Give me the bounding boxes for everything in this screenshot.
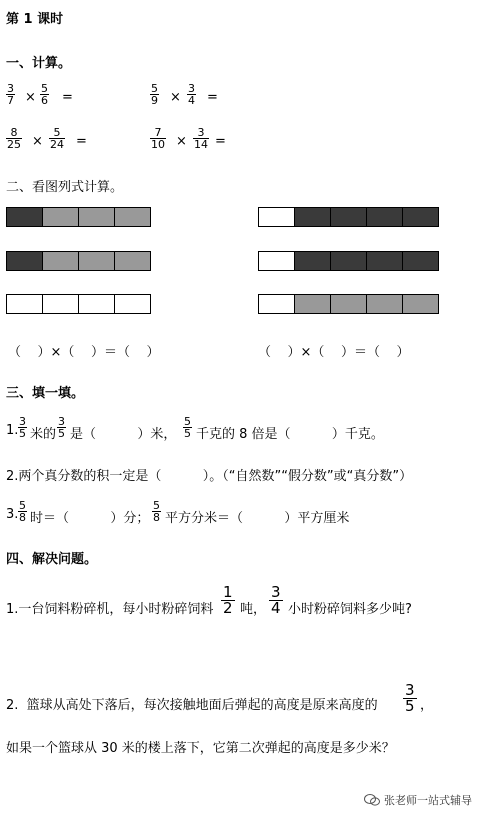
fraction: 5 8 bbox=[19, 499, 26, 524]
section1-title: 一、计算。 bbox=[6, 56, 72, 71]
gray-cell bbox=[78, 251, 115, 271]
blank-equation-right: （ ）×（ ）＝（ ） bbox=[258, 345, 410, 360]
dark-cell bbox=[366, 207, 403, 227]
fraction-a: 8 25 bbox=[7, 126, 21, 151]
multiply-sign: × bbox=[176, 134, 187, 149]
dark-cell bbox=[6, 207, 43, 227]
question-2: 2.两个真分数的积一定是（ ）。（“自然数”“假分数”或“真分数”） bbox=[6, 469, 413, 484]
page-title: 第 1 课时 bbox=[6, 12, 64, 27]
multiply-sign: × bbox=[32, 134, 43, 149]
gray-cell bbox=[330, 294, 367, 314]
multiply-sign: × bbox=[170, 90, 181, 105]
problem-text: 1.一台饲料粉碎机，每小时粉碎饲料 bbox=[6, 602, 214, 617]
fraction: 5 8 bbox=[153, 499, 160, 524]
watermark bbox=[364, 792, 472, 808]
fraction-a: 7 10 bbox=[151, 126, 165, 151]
equals-sign: = bbox=[62, 90, 73, 105]
question-number: 1. bbox=[6, 423, 19, 438]
fraction-b: 5 24 bbox=[50, 126, 64, 151]
fraction-b: 3 4 bbox=[188, 82, 195, 107]
gray-cell bbox=[114, 251, 151, 271]
fraction-strip bbox=[258, 207, 438, 227]
fraction-strip bbox=[258, 294, 438, 314]
section4-title: 四、解决问题。 bbox=[6, 552, 98, 567]
dark-cell bbox=[6, 251, 43, 271]
wechat-icon bbox=[364, 794, 380, 806]
problem-text-line2: 如果一个篮球从 30 米的楼上落下，它第二次弹起的高度是多少米？ bbox=[6, 741, 395, 756]
white-cell bbox=[258, 294, 295, 314]
white-cell bbox=[114, 294, 151, 314]
dark-cell bbox=[294, 251, 331, 271]
problem-text: 2. 篮球从高处下落后，每次接触地面后弹起的高度是原来高度的 bbox=[6, 698, 378, 713]
fraction-strip bbox=[6, 207, 150, 227]
blank-equation-left: （ ）×（ ）＝（ ） bbox=[8, 345, 160, 360]
fraction: 1 2 bbox=[223, 583, 233, 617]
fraction: 5 5 bbox=[184, 415, 191, 440]
fraction-b: 3 14 bbox=[194, 126, 208, 151]
section3-title: 三、填一填。 bbox=[6, 386, 85, 401]
watermark-text: 张老师一站式辅导 bbox=[384, 794, 472, 807]
fraction-a: 5 9 bbox=[151, 82, 158, 107]
white-cell bbox=[78, 294, 115, 314]
fraction-strip bbox=[6, 251, 150, 271]
problem-text: 小时粉碎饲料多少吨? bbox=[288, 602, 412, 617]
white-cell bbox=[258, 251, 295, 271]
white-cell bbox=[6, 294, 43, 314]
fraction-strip bbox=[6, 294, 150, 314]
question-text: 时＝（ ）分； bbox=[30, 511, 150, 526]
dark-cell bbox=[366, 251, 403, 271]
dark-cell bbox=[294, 207, 331, 227]
gray-cell bbox=[114, 207, 151, 227]
fraction: 3 5 bbox=[58, 415, 65, 440]
gray-cell bbox=[42, 207, 79, 227]
fraction: 3 5 bbox=[19, 415, 26, 440]
dark-cell bbox=[402, 251, 439, 271]
equals-sign: = bbox=[215, 134, 226, 149]
gray-cell bbox=[402, 294, 439, 314]
question-number: 3. bbox=[6, 507, 19, 522]
white-cell bbox=[258, 207, 295, 227]
equals-sign: = bbox=[207, 90, 218, 105]
dark-cell bbox=[330, 207, 367, 227]
problem-text: ， bbox=[420, 698, 434, 713]
question-text: 千克的 8 倍是（ ）千克。 bbox=[196, 427, 384, 442]
gray-cell bbox=[42, 251, 79, 271]
question-text: 米的 bbox=[30, 427, 57, 442]
fraction-a: 3 7 bbox=[7, 82, 14, 107]
question-text: 是（ ）米， bbox=[70, 427, 177, 442]
dark-cell bbox=[402, 207, 439, 227]
multiply-sign: × bbox=[25, 90, 36, 105]
fraction-strip bbox=[258, 251, 438, 271]
dark-cell bbox=[330, 251, 367, 271]
section2-title: 二、看图列式计算。 bbox=[6, 180, 124, 195]
problem-text: 吨， bbox=[240, 602, 267, 617]
fraction-b: 5 6 bbox=[41, 82, 48, 107]
fraction: 3 5 bbox=[405, 681, 415, 715]
white-cell bbox=[42, 294, 79, 314]
gray-cell bbox=[294, 294, 331, 314]
equals-sign: = bbox=[76, 134, 87, 149]
question-text: 平方分米＝（ ）平方厘米 bbox=[165, 511, 350, 526]
gray-cell bbox=[366, 294, 403, 314]
gray-cell bbox=[78, 207, 115, 227]
fraction: 3 4 bbox=[271, 583, 281, 617]
